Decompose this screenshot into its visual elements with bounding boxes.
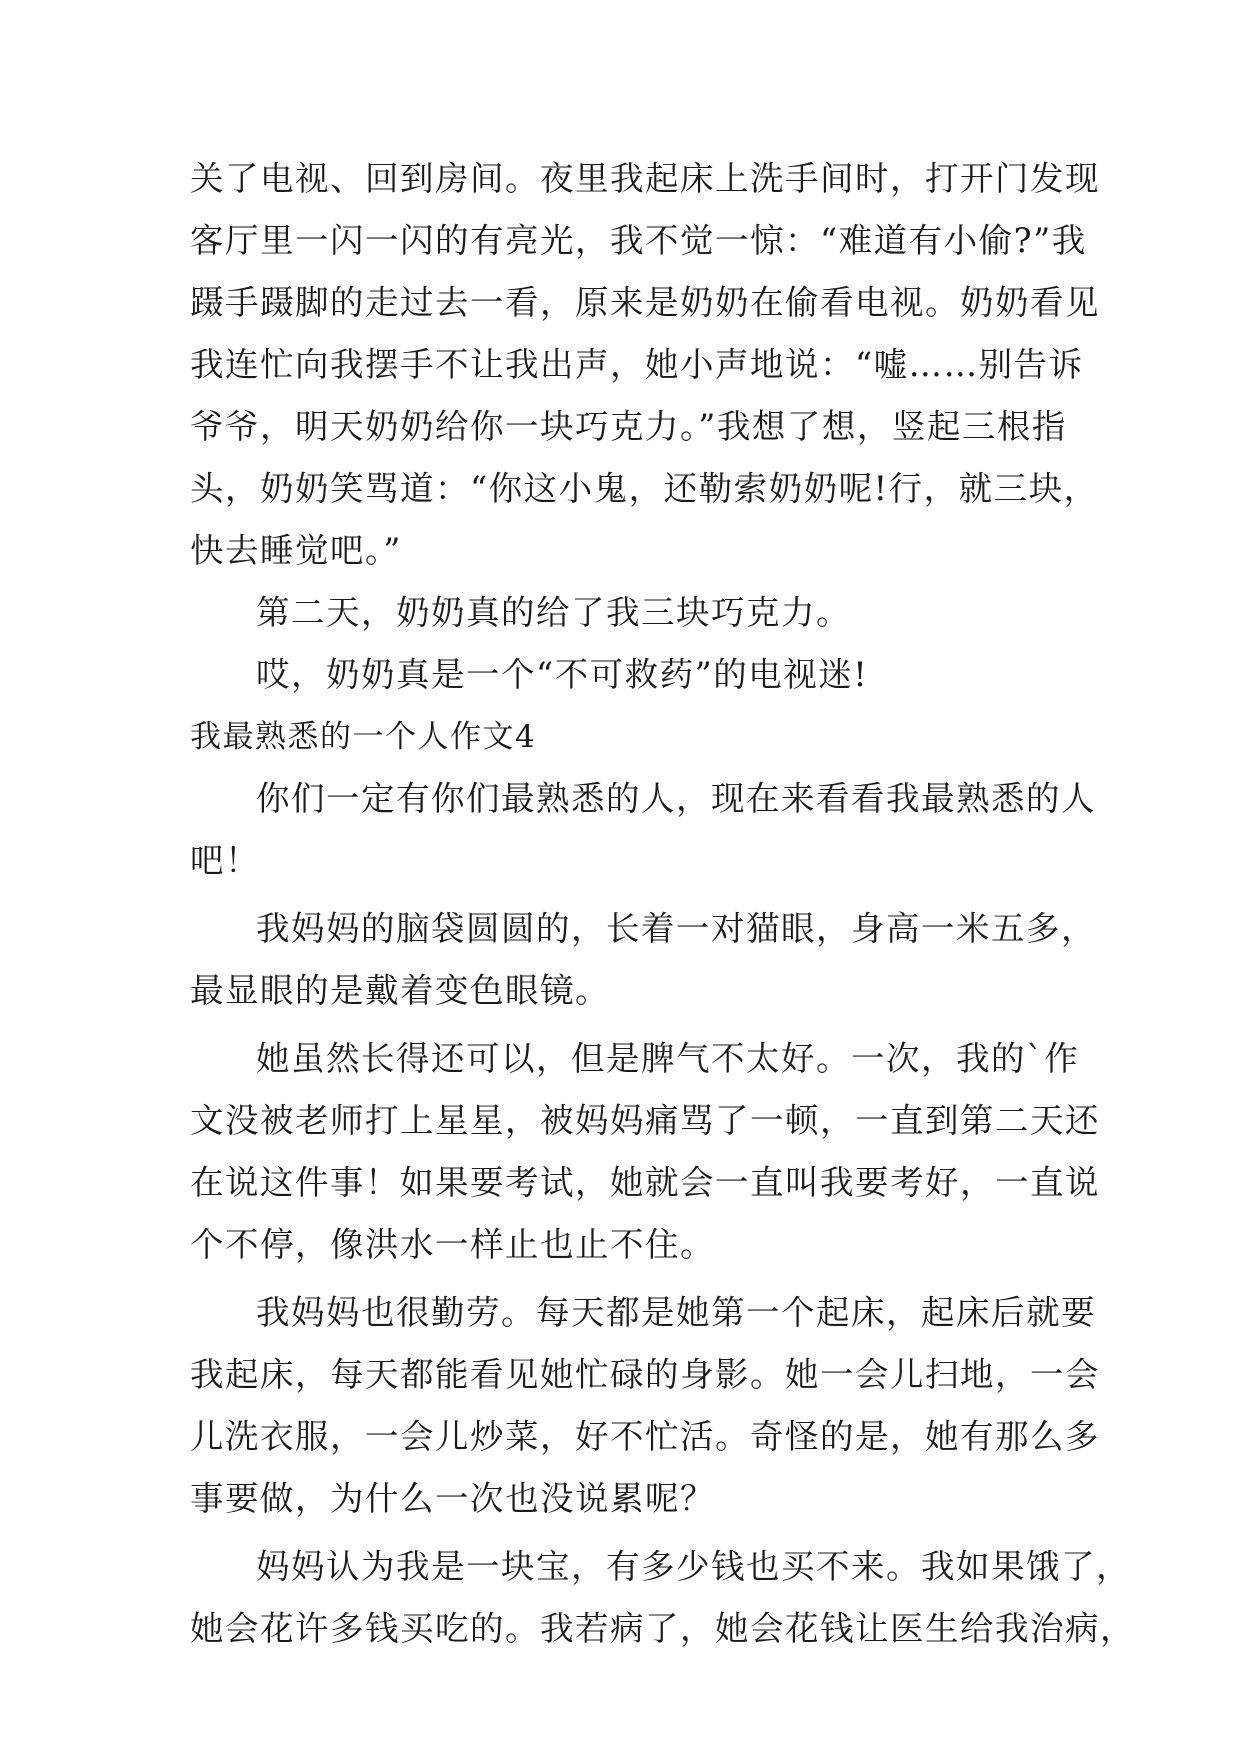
paragraph-line: 蹑手蹑脚的走过去一看，原来是奶奶在偷看电视。奶奶看见 bbox=[190, 283, 1100, 322]
paragraph-line: 关了电视、回到房间。夜里我起床上洗手间时，打开门发现 bbox=[190, 159, 1100, 198]
paragraph-line: 妈妈认为我是一块宝，有多少钱也买不来。我如果饿了， bbox=[256, 1547, 1131, 1586]
paragraph-line: 个不停，像洪水一样止也止不住。 bbox=[190, 1225, 715, 1264]
paragraph-line: 我起床，每天都能看见她忙碌的身影。她一会儿扫地，一会 bbox=[190, 1355, 1100, 1394]
paragraph-line: 她虽然长得还可以，但是脾气不太好。一次，我的`作 bbox=[256, 1039, 1080, 1078]
paragraph-line: 头，奶奶笑骂道：“你这小鬼，还勒索奶奶呢!行，就三块， bbox=[190, 469, 1099, 508]
paragraph-line: 你们一定有你们最熟悉的人，现在来看看我最熟悉的人 bbox=[256, 779, 1096, 818]
paragraph-line: 客厅里一闪一闪的有亮光，我不觉一惊：“难道有小偷?”我 bbox=[190, 221, 1087, 260]
paragraph-line: 快去睡觉吧。” bbox=[190, 531, 402, 570]
paragraph-line: 我妈妈也很勤劳。每天都是她第一个起床，起床后就要 bbox=[256, 1293, 1096, 1332]
section-heading: 我最熟悉的一个人作文4 bbox=[190, 719, 537, 755]
paragraph-line: 最显眼的是戴着变色眼镜。 bbox=[190, 971, 610, 1010]
paragraph-line: 在说这件事！如果要考试，她就会一直叫我要考好，一直说 bbox=[190, 1163, 1100, 1202]
paragraph-line: 哎，奶奶真是一个“不可救药”的电视迷! bbox=[256, 655, 869, 694]
paragraph-line: 文没被老师打上星星，被妈妈痛骂了一顿，一直到第二天还 bbox=[190, 1101, 1100, 1140]
paragraph-line: 我连忙向我摆手不让我出声，她小声地说：“嘘……别告诉 bbox=[190, 345, 1084, 384]
paragraph-line: 儿洗衣服，一会儿炒菜，好不忙活。奇怪的是，她有那么多 bbox=[190, 1417, 1100, 1456]
paragraph-line: 爷爷，明天奶奶给你一块巧克力。”我想了想，竖起三根指 bbox=[190, 407, 1067, 446]
essay-body bbox=[190, 148, 1135, 1660]
paragraph-line: 吧！ bbox=[190, 841, 260, 880]
paragraph-line: 她会花许多钱买吃的。我若病了，她会花钱让医生给我治病， bbox=[190, 1609, 1135, 1648]
paragraph-line: 第二天，奶奶真的给了我三块巧克力。 bbox=[256, 593, 851, 632]
paragraph-line: 我妈妈的脑袋圆圆的，长着一对猫眼，身高一米五多， bbox=[256, 909, 1096, 948]
paragraph-line: 事要做，为什么一次也没说累呢？ bbox=[190, 1479, 715, 1518]
